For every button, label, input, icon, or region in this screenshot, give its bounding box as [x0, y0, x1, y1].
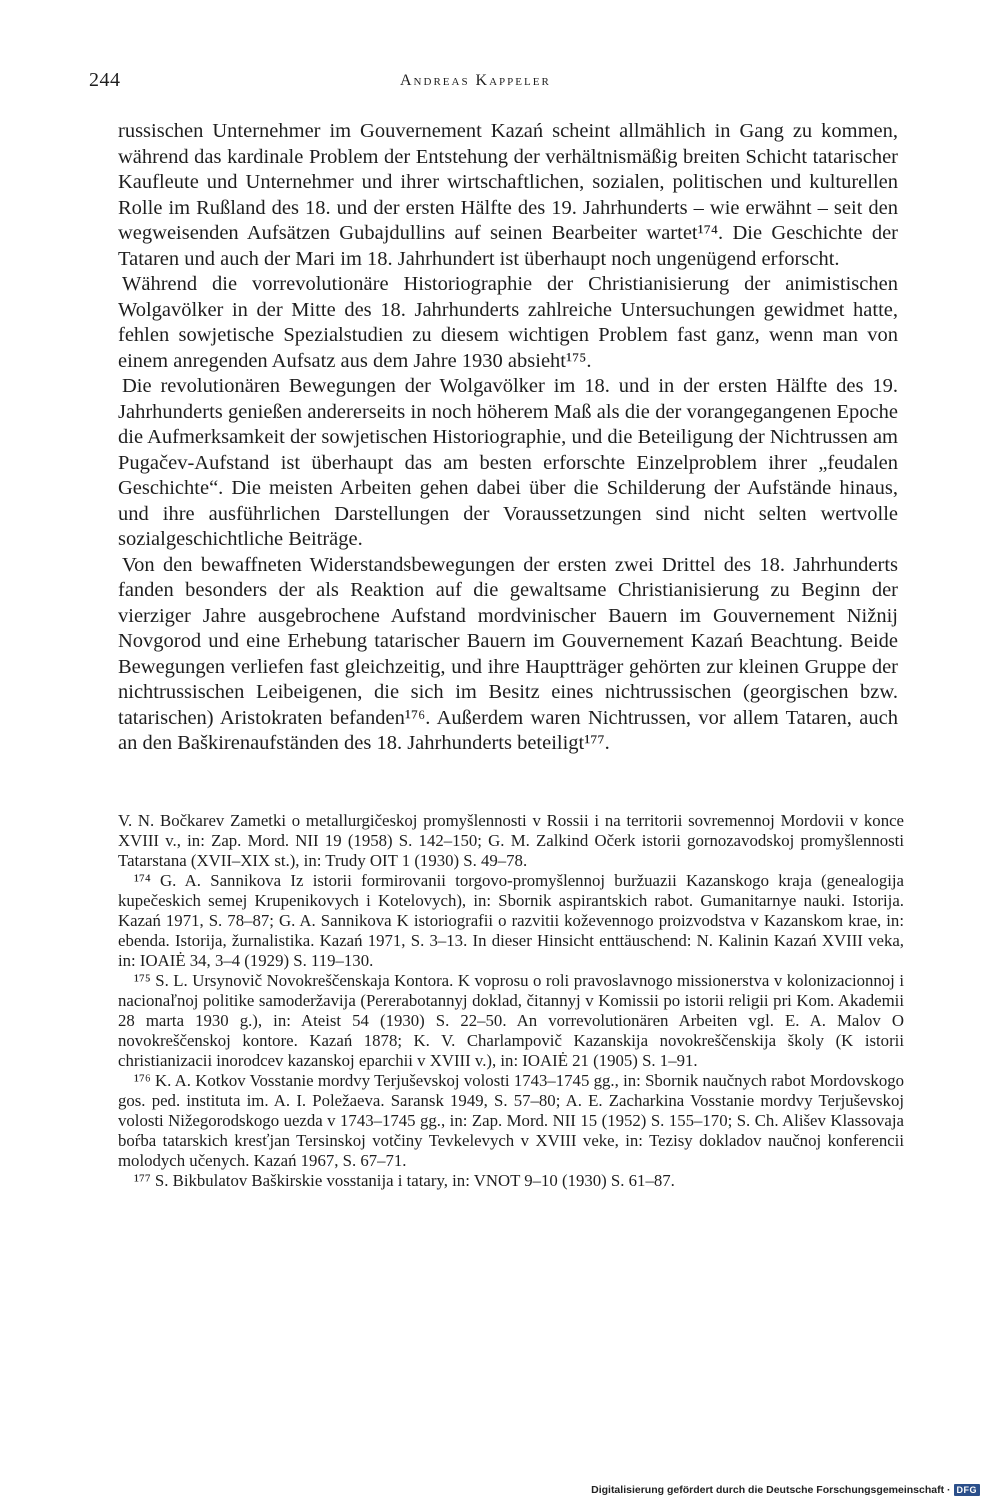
body-text	[118, 119, 898, 757]
footnote-continuation: V. N. Bočkarev Zametki o metallurgičeskoj promyšlennosti v Rossii i na territorii sovremennoj Mordovii v konce XVIII v., in: Zap. Mord. NII 19 (1958) S. 142–150; G. M. Zalkind Očerk istorii gornozavodskoj promyšlennosti Tatarstana (XVII–XIX st.), in: Trudy OIT 1 (1930) S. 49–78.	[118, 811, 904, 870]
footnote-177: ¹⁷⁷ S. Bikbulatov Baškirskie vosstanija i tatary, in: VNOT 9–10 (1930) S. 61–87.	[134, 1171, 675, 1190]
dfg-logo-icon: DFG	[954, 1484, 981, 1496]
footnote-174: ¹⁷⁴ G. A. Sannikova Iz istorii formirovanii torgovo-promyšlennoj buržuazii Kazanskogo kraja (genealogija kupečeskich semej Krupenikovych i Kotelovych), in: Sbornik aspirantskich rabot. Gumanitarnye nauki. Istorija. Kazań 1971, S. 78–87; G. A. Sannikova K istoriografii o razvitii koževennogo proizvodstva v Kazanskom krae, in: ebenda. Istorija, žurnalistika. Kazań 1971, S. 3–13. In dieser Hinsicht enttäuschend: N. Kalinin Kazań XVIII veka, in: IOAIĖ 34, 3–4 (1929) S. 119–130.	[118, 871, 904, 970]
footnote-175: ¹⁷⁵ S. L. Ursynovič Novokreščenskaja Kontora. K voprosu o roli pravoslavnogo missionerstva v kolonizacionnoj i nacionaľnoj politike samoderžavija (Pererabotannyj doklad, čitannyj v Komissii po istorii religii pri Kom. Akademii 28 marta 1930 g.), in: Ateist 54 (1930) S. 22–50. An vorrevolutionären Arbeiten vgl. E. A. Malov O novokreščenskoj kontore. Kazań 1878; K. V. Charlampovič Kazanskija novokreščenskija školy (K istorii christianizacii inorodcev kazanskoj eparchii v XVIII v.), in: IOAIĖ 21 (1905) S. 1–91.	[118, 971, 904, 1070]
paragraph: Während die vorrevolutionäre Historiographie der Christianisierung der animistischen Wolgavölker in der Mitte des 18. Jahrhunderts zahlreiche Untersuchungen gewidmet hatte, fehlen sowjetische Spezialstudien zu diesem wichtigen Problem fast ganz, wenn man von einem anregenden Aufsatz aus dem Jahre 1930 absieht¹⁷⁵.	[118, 273, 898, 372]
footnote-176: ¹⁷⁶ K. A. Kotkov Vosstanie mordvy Terjuševskoj volosti 1743–1745 gg., in: Sbornik naučnych rabot Mordovskogo gos. ped. instituta im. A. I. Poležaeva. Saransk 1949, S. 57–80; A. E. Zacharkina Vosstanie mordvy Terjuševskoj volosti Nižegorodskogo uezda v 1743–1745 gg., in: Zap. Mord. NII 15 (1952) S. 155–170; S. Ch. Ališev Klassovaja boŕba tatarskich kresťjan Tersinskoj votčiny Tevkelevych v XVIII veke, in: Tezisy dokladov naučnoj konferencii molodych učenych. Kazań 1967, S. 67–71.	[118, 1071, 904, 1170]
digitization-credit	[591, 1484, 980, 1496]
running-head: Andreas Kappeler	[400, 72, 551, 89]
credit-text: Digitalisierung gefördert durch die Deutsche Forschungsgemeinschaft ·	[591, 1484, 951, 1496]
paragraph: Die revolutionären Bewegungen der Wolgavölker im 18. und in der ersten Hälfte des 19. Jahrhunderts genießen andererseits in noch höherem Maß als die der vorangegangenen Epoche die Aufmerksamkeit der sowjetischen Historiographie, und die Beteiligung der Nichtrussen am Pugačev-Aufstand ist überhaupt das am besten erforschte Einzelproblem ihrer „feudalen Geschichte“. Die meisten Arbeiten gehen dabei über die Schilderung der Aufstände hinaus, und ihre ausführlichen Darstellungen der Voraussetzungen sind nicht selten wertvolle sozialgeschichtliche Beiträge.	[118, 375, 898, 550]
footnotes	[118, 811, 904, 1191]
page-number: 244	[89, 69, 121, 91]
paragraph: russischen Unternehmer im Gouvernement Kazań scheint allmählich in Gang zu kommen, während das kardinale Problem der Entstehung der verhältnismäßig breiten Schicht tatarischer Kaufleute und Unternehmer und ihrer wirtschaftlichen, sozialen, politischen und kulturellen Rolle im Rußland des 18. und der ersten Hälfte des 19. Jahrhunderts – wie erwähnt – seit den wegweisenden Aufsätzen Gubajdullins auf seinen Bearbeiter wartet¹⁷⁴. Die Geschichte der Tataren und auch der Mari im 18. Jahrhundert ist überhaupt noch ungenügend erforscht.	[118, 120, 898, 270]
paragraph: Von den bewaffneten Widerstandsbewegungen der ersten zwei Drittel des 18. Jahrhunderts fanden besonders der als Reaktion auf die gewaltsame Christianisierung zu Beginn der vierziger Jahre ausgebrochene Aufstand mordvinischer Bauern im Gouvernement Nižnij Novgorod und eine Erhebung tatarischer Bauern im Gouvernement Kazań Beachtung. Beide Bewegungen verliefen fast gleichzeitig, und ihre Hauptträger gehörten zur kleinen Gruppe der nichtrussischen Leibeigenen, die sich im Besitz eines nichtrussischen (georgischen bzw. tatarischen) Aristokraten befanden¹⁷⁶. Außerdem waren Nichtrussen, vor allem Tataren, auch an den Baškirenaufständen des 18. Jahrhunderts beteiligt¹⁷⁷.	[118, 553, 898, 754]
